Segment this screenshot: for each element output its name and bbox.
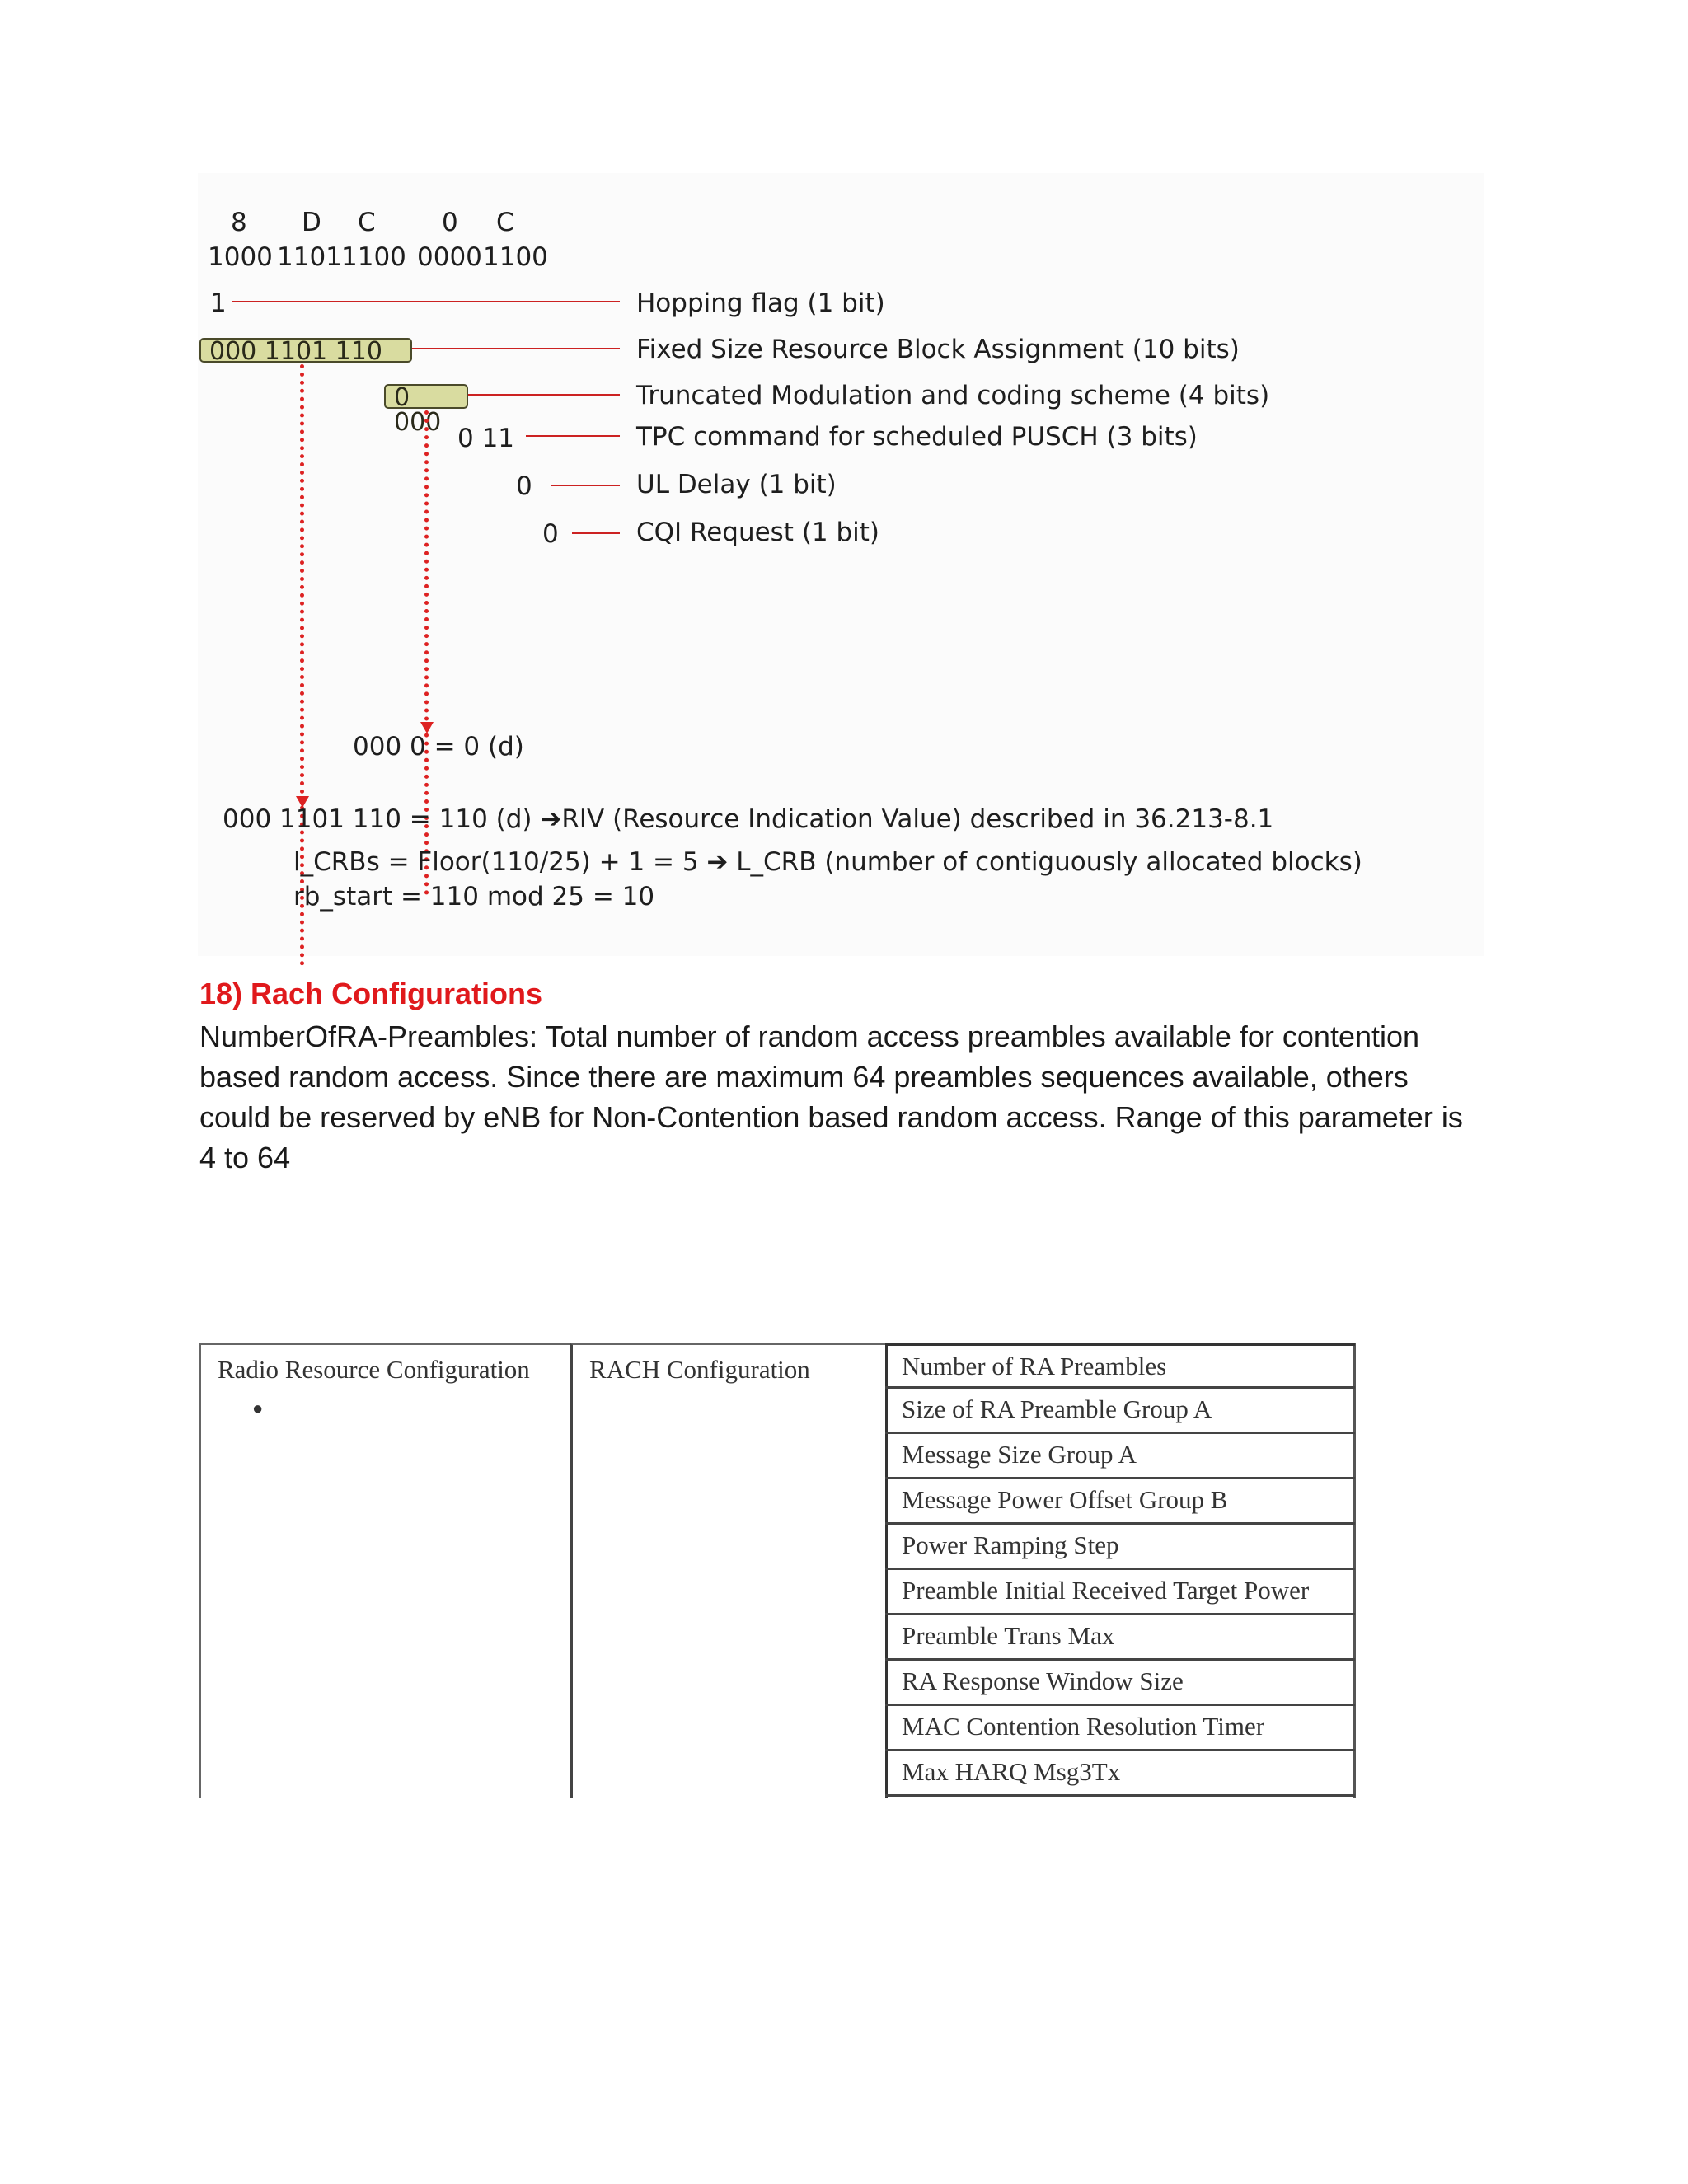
field-value: 1: [210, 288, 227, 318]
cell-rach-config: RACH Configuration: [589, 1355, 810, 1384]
param-cell: [885, 1343, 1355, 1389]
hex-digit: D: [302, 208, 321, 237]
connector-line: [232, 301, 620, 302]
binary-group: 0000: [417, 242, 482, 272]
field-label: Fixed Size Resource Block Assignment (10 bits): [636, 335, 1240, 364]
hex-digit: 8: [231, 208, 247, 237]
hex-digit: C: [496, 208, 514, 237]
field-value: 0: [516, 471, 532, 501]
binary-group: 1101: [277, 242, 342, 272]
lcrb-line: l_CRBs = Floor(110/25) + 1 = 5 ➔ L_CRB (number of contiguously allocated blocks): [293, 847, 1362, 877]
field-value: 0: [542, 519, 559, 549]
binary-group: 1100: [341, 242, 406, 272]
param-label: Preamble Trans Max: [902, 1621, 1115, 1650]
param-cell: [885, 1525, 1355, 1570]
param-cell: [885, 1570, 1355, 1615]
section-paragraph: NumberOfRA-Preambles: Total number of random access preambles available for contention based random access. Since there are maximum 64 preambles sequences available, others could be reserved by eNB for Non-Contention based random access. Range of this parameter is 4 to 64: [199, 1019, 1463, 1174]
field-label: Hopping flag (1 bit): [636, 288, 885, 318]
param-cell: [885, 1751, 1355, 1797]
dci-decoding-figure: [198, 173, 1484, 956]
rach-config-table: [199, 1343, 1356, 1798]
param-label: Max HARQ Msg3Tx: [902, 1757, 1121, 1786]
field-value-box: 000 1101 110: [199, 338, 412, 363]
binary-group: 1000: [208, 242, 273, 272]
connector-line: [551, 485, 620, 486]
connector-line: [572, 532, 620, 534]
param-label: Preamble Initial Received Target Power: [902, 1576, 1310, 1605]
param-label: RA Response Window Size: [902, 1666, 1184, 1695]
field-label: TPC command for scheduled PUSCH (3 bits): [636, 422, 1198, 452]
mcs-result: 000 0 = 0 (d): [353, 732, 524, 762]
param-label: MAC Contention Resolution Timer: [902, 1712, 1265, 1741]
binary-group: 1100: [483, 242, 548, 272]
riv-line: 000 1101 110 = 110 (d) ➔RIV (Resource Indication Value) described in 36.213-8.1: [223, 804, 1274, 834]
param-cell: [885, 1434, 1355, 1479]
rbstart-line: rb_start = 110 mod 25 = 10: [293, 882, 655, 912]
param-label: Power Ramping Step: [902, 1530, 1119, 1559]
param-cell: [885, 1389, 1355, 1434]
param-label: Size of RA Preamble Group A: [902, 1394, 1212, 1423]
bullet-icon: ●: [252, 1398, 264, 1418]
field-label: UL Delay (1 bit): [636, 470, 837, 499]
hex-digit: C: [358, 208, 376, 237]
hex-digit: 0: [442, 208, 458, 237]
param-label: Message Size Group A: [902, 1440, 1137, 1469]
param-cell: [885, 1661, 1355, 1706]
section-title: 18) Rach Configurations: [199, 977, 543, 1010]
param-label: Number of RA Preambles: [902, 1352, 1167, 1380]
connector-line: [468, 394, 620, 396]
field-label: Truncated Modulation and coding scheme (4 bits): [636, 381, 1270, 410]
param-cell: [885, 1706, 1355, 1751]
field-value: 0 11: [457, 424, 515, 453]
param-cell: [885, 1615, 1355, 1661]
field-value-box: 0 000: [384, 384, 468, 409]
connector-line: [526, 435, 620, 437]
field-label: CQI Request (1 bit): [636, 518, 880, 547]
param-label: Message Power Offset Group B: [902, 1485, 1228, 1514]
column-rach: [570, 1343, 885, 1798]
column-radio-resource: [199, 1343, 570, 1798]
cell-radio-resource-config: Radio Resource Configuration: [218, 1355, 530, 1384]
connector-line: [412, 348, 620, 349]
param-cell: [885, 1479, 1355, 1525]
